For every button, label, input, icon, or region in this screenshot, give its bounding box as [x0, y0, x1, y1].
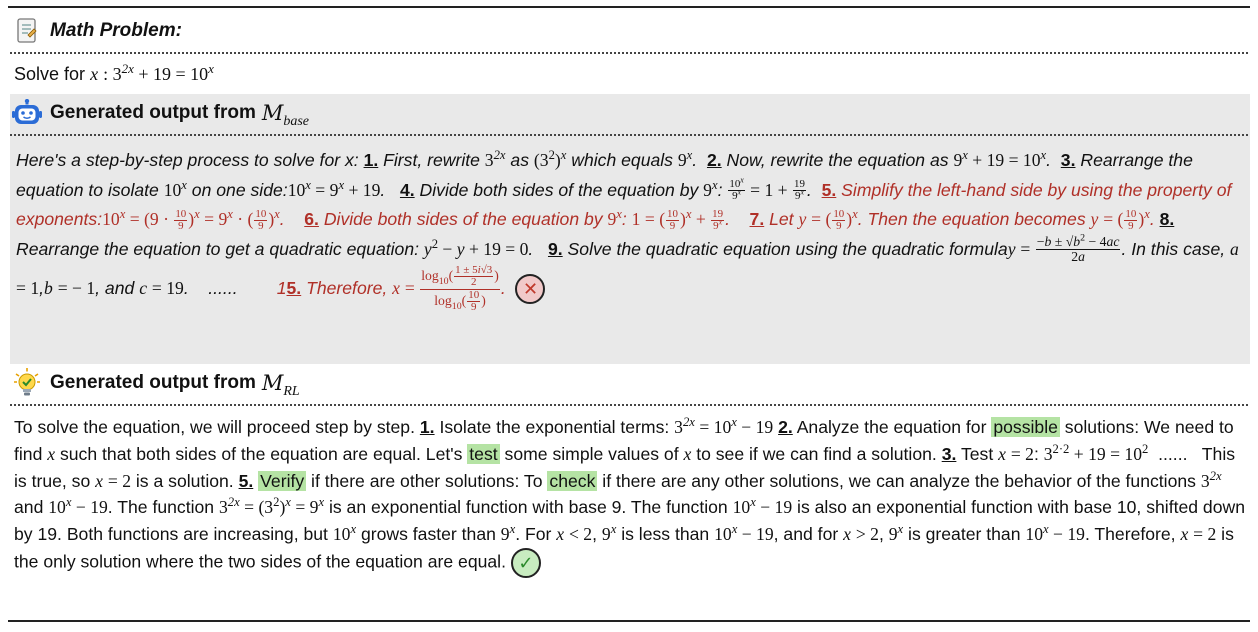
rl-step-num: 3.: [941, 443, 957, 464]
rl-step-num: 1.: [419, 417, 435, 437]
rl-divider: [10, 404, 1248, 406]
base-ellipsis: ......: [208, 277, 238, 298]
base-heading-prefix: Generated output from: [50, 102, 256, 123]
problem-text-prefix: Solve for: [14, 64, 86, 84]
rl-header: [12, 368, 300, 398]
base-intro: Here's a step-by-step process to solve for x:: [16, 150, 359, 170]
robot-icon: [12, 98, 42, 128]
highlight-word: test: [469, 443, 498, 464]
base-output-text: Here's a step-by-step process to solve for x: 1. First, rewrite $3^{2x}$ as $(3^2)^x$ which equals 9$^x$. 2. Now, rewrite the equation as $9^x + 19 = 10^x$. 3. Rearrange the equation to isolate 10$^x$ on one $side:10^x = 9^x + 19$. 4. Divide both sides of the equation by 9$^x$: $\frac{10^x}{9^x}$ = 1 + $\frac{19}{9^x}$ . 5. Simplify the left-hand side by using the property of $exponents:10^x = (9$ · $\frac{10}{9}$ )$^x = 9^x$ · ( $\frac{10}{9}$ )$^x$. 6. Divide both sides of the equation by 9$^x$: 1 = ( $\frac{10}{9}$ )$^x$ + $\frac{19}{9^x}$ . 7. Let y = ( $\frac{10}{9}$ )$^x$. Then the equation becomes y = ( $\frac{10}{9}$ )$^x$. 8. Rearrange the equation to get a quadratic equation: $y^2 - y + 19 = 0$. 9. Solve the quadratic equation using the quadratic formulay = $\frac{-b \pm √b^2 - 4ac}{2a}$ . In this case, a = 1,b = − 1, and c = 19. ...... 15. Therefore, x = $\log_{10}$( $\frac{1 \pm 5i√3}{2}$ ) $\log_{10}$( $\frac{10}{9}$ ) . ✕: [16, 148, 1239, 314]
problem-header: [12, 16, 182, 46]
rl-step-num: 5.: [238, 470, 254, 491]
base-step-num: 7.: [749, 209, 765, 229]
highlight-word: possible: [993, 417, 1058, 437]
base-step-num: 6.: [304, 209, 319, 229]
highlight-word: check: [549, 470, 596, 491]
document-icon: [12, 16, 42, 46]
base-step-num: 2.: [706, 150, 722, 170]
cross-icon: ✕: [515, 274, 545, 304]
base-step-num: 5.: [286, 277, 302, 298]
problem-divider: [10, 52, 1248, 54]
bottom-rule: [8, 620, 1250, 622]
base-divider: [10, 134, 1248, 136]
problem-heading: Math Problem:: [50, 20, 182, 41]
lightbulb-icon: [12, 368, 42, 398]
base-step-num: 8.: [1159, 209, 1175, 229]
base-step-num: 1.: [363, 150, 379, 170]
base-step-num: 5.: [821, 179, 837, 200]
problem-statement: Solve for x : $3^{2x} + 19 = 10^x$: [14, 61, 214, 84]
highlight-word: Verify: [260, 470, 305, 491]
checkmark-icon: ✓: [511, 548, 541, 578]
base-header: [12, 98, 309, 128]
rl-heading-prefix: Generated output from: [50, 372, 256, 393]
base-step-num: 3.: [1060, 150, 1076, 170]
rl-step-num: 2.: [778, 417, 793, 437]
base-step-num: 4.: [399, 179, 415, 200]
rl-output-text: To solve the equation, we will proceed step by step. 1. Isolate the exponential terms: $3^{2x} = 10^x - 19$ 2. Analyze the equation for possible solutions: We need to find x such that both sides of the equation are equal. Let's test some simple values of x to see if we can find a solution. 3. Test x = 2: $3^{2\cdot 2} + 19 = 10^2$ ...... This is true, so x = 2 is a solution. 5. Verify if there are other solutions: To check if there are any other solutions, we can analyze the behavior of the functions $3^{2x}$ and $10^x - 19$. The function $3^{2x} = (3^2)^x = 9^x$ is an exponential function with base 9. The function $10^x - 19$ is also an exponential function with base 10, shifted down by 19. Both functions are increasing, but 10$^x$ grows faster than 9$^x$. For x < 2, 9$^x$ is less than $10^x - 19$, and for x > 2, 9$^x$ is greater than $10^x - 19$. Therefore, x = 2 is the only solution where the two sides of the equation are equal. ✓: [14, 414, 1246, 578]
base-step-num: 9.: [547, 238, 563, 259]
rl-model-name: $M_{RL}$: [261, 370, 300, 399]
top-rule: [8, 6, 1250, 8]
base-model-name: $M_{base}$: [261, 100, 310, 129]
rl-intro: To solve the equation, we will proceed step by step.: [14, 417, 415, 437]
